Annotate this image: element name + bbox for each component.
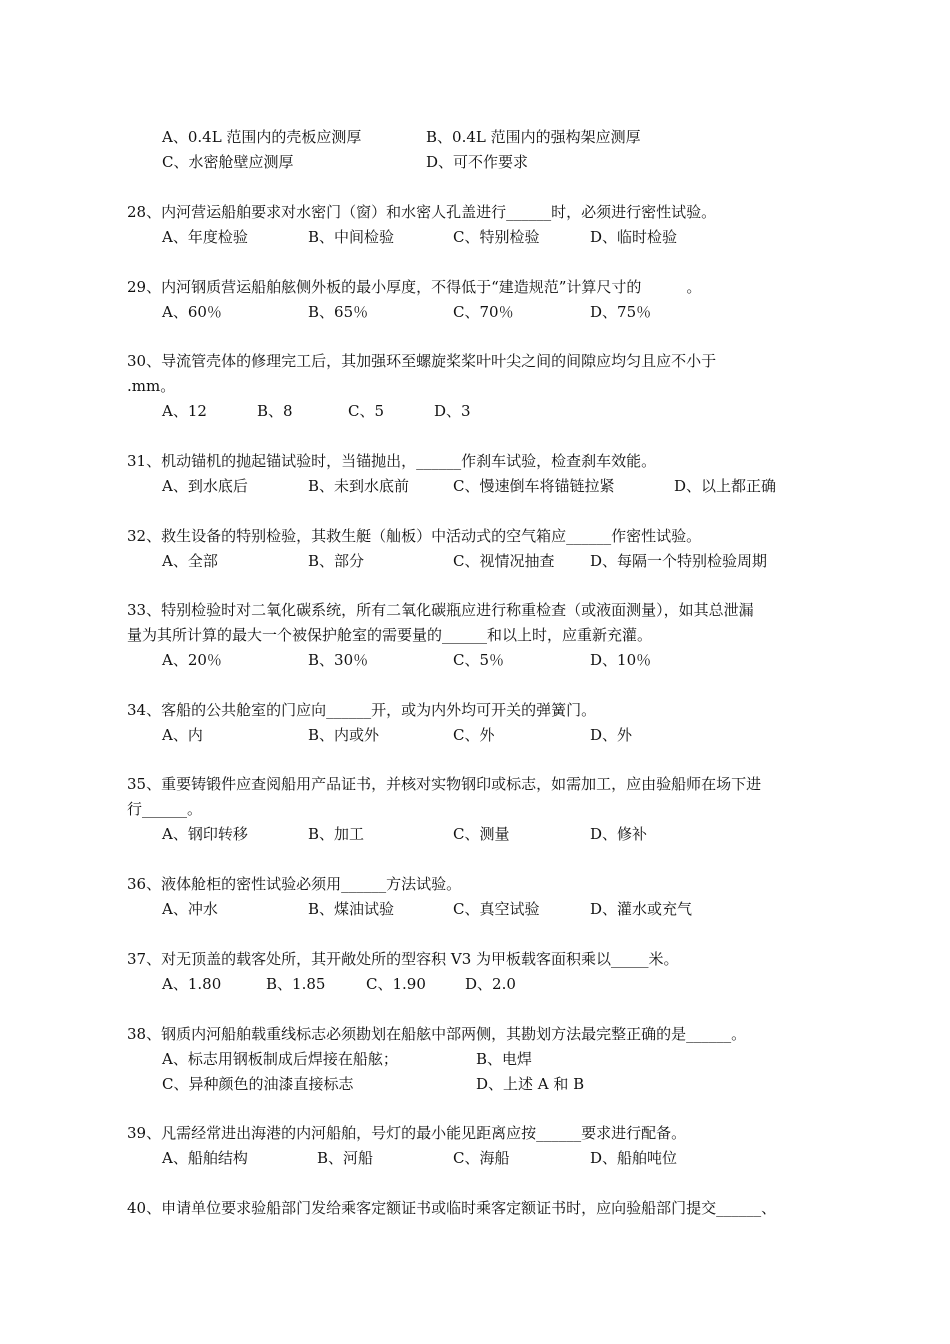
- question-33-stem: 33、特别检验时对二氧化碳系统，所有二氧化碳瓶应进行称重检查（或液面测量），如其总泄漏: [127, 601, 754, 619]
- option-c: C、异种颜色的油漆直接标志: [162, 1075, 354, 1093]
- option-a: A、年度检验: [162, 228, 248, 246]
- option-b: B、65％: [308, 303, 369, 321]
- option-d: D、上述 A 和 B: [476, 1075, 585, 1093]
- option-b: B、煤油试验: [308, 900, 395, 918]
- option-d: D、外: [590, 726, 633, 744]
- option-c: C、海船: [453, 1149, 510, 1167]
- option-c: C、70％: [453, 303, 514, 321]
- question-34-stem: 34、客船的公共舱室的门应向______开，或为内外均可开关的弹簧门。: [127, 701, 597, 719]
- question-32-stem: 32、救生设备的特别检验，其救生艇（舢板）中活动式的空气箱应______作密性试验。: [127, 527, 702, 545]
- option-a: A、船舶结构: [162, 1149, 248, 1167]
- question-35-stem: 35、重要铸锻件应查阅船用产品证书，并核对实物钢印或标志，如需加工，应由验船师在场下进: [127, 775, 762, 793]
- option-d: D、75％: [590, 303, 652, 321]
- option-b: B、0.4L 范围内的强构架应测厚: [426, 128, 641, 146]
- question-33-stem-cont: 量为其所计算的最大一个被保护舱室的需要量的______和以上时，应重新充灌。: [127, 626, 653, 644]
- option-c: C、水密舱壁应测厚: [162, 153, 294, 171]
- option-d: D、以上都正确: [674, 477, 777, 495]
- option-d: D、2.0: [465, 975, 516, 993]
- option-a: A、冲水: [162, 900, 218, 918]
- option-a: A、12: [162, 402, 207, 420]
- question-38-stem: 38、钢质内河船舶载重线标志必须勘划在船舷中部两侧，其勘划方法最完整正确的是______。: [127, 1025, 747, 1043]
- option-c: C、测量: [453, 825, 510, 843]
- option-a: A、20％: [162, 651, 222, 669]
- option-a: A、钢印转移: [162, 825, 248, 843]
- option-b: B、中间检验: [308, 228, 395, 246]
- option-c: C、慢速倒车将锚链拉紧: [453, 477, 615, 495]
- question-30-stem: 30、导流管壳体的修理完工后，其加强环至螺旋桨桨叶叶尖之间的间隙应均匀且应不小于: [127, 352, 717, 370]
- option-b: B、1.85: [266, 975, 326, 993]
- option-c: C、外: [453, 726, 495, 744]
- option-a: A、内: [162, 726, 203, 744]
- option-a: A、1.80: [162, 975, 222, 993]
- option-c: C、真空试验: [453, 900, 540, 918]
- option-d: D、3: [434, 402, 471, 420]
- option-b: B、加工: [308, 825, 365, 843]
- option-b: B、内或外: [308, 726, 380, 744]
- option-d: D、10％: [590, 651, 652, 669]
- option-a: A、0.4L 范围内的壳板应测厚: [162, 128, 362, 146]
- option-b: B、30％: [308, 651, 369, 669]
- option-a: A、60％: [162, 303, 222, 321]
- option-d: D、临时检验: [590, 228, 678, 246]
- option-d: D、修补: [590, 825, 648, 843]
- option-c: C、视情况抽查: [453, 552, 555, 570]
- option-a: A、到水底后: [162, 477, 248, 495]
- option-b: B、8: [257, 402, 293, 420]
- question-40-stem: 40、申请单位要求验船部门发给乘客定额证书或临时乘客定额证书时，应向验船部门提交______、: [127, 1199, 777, 1217]
- question-30-stem-cont: .mm。: [127, 377, 176, 395]
- question-28-stem: 28、内河营运船舶要求对水密门（窗）和水密人孔盖进行______时，必须进行密性试验。: [127, 203, 717, 221]
- option-b: B、河船: [317, 1149, 374, 1167]
- question-29-stem: 29、内河钢质营运船舶舷侧外板的最小厚度，不得低于“建造规范”计算尺寸的 。: [127, 278, 702, 296]
- option-d: D、每隔一个特别检验周期: [590, 552, 768, 570]
- option-a: A、标志用钢板制成后焊接在船舷；: [162, 1050, 398, 1068]
- question-35-stem-cont: 行______。: [127, 800, 203, 818]
- option-c: C、5: [348, 402, 385, 420]
- option-c: C、1.90: [366, 975, 426, 993]
- question-31-stem: 31、机动锚机的抛起锚试验时，当锚抛出，______作刹车试验，检查刹车效能。: [127, 452, 657, 470]
- question-37-stem: 37、对无顶盖的载客处所，其开敞处所的型容积 V3 为甲板载客面积乘以_____米。: [127, 950, 679, 968]
- option-d: D、可不作要求: [426, 153, 529, 171]
- option-b: B、电焊: [476, 1050, 533, 1068]
- option-b: B、未到水底前: [308, 477, 410, 495]
- question-36-stem: 36、液体舱柜的密性试验必须用______方法试验。: [127, 875, 462, 893]
- question-39-stem: 39、凡需经常进出海港的内河船舶，号灯的最小能见距离应按______要求进行配备。: [127, 1124, 687, 1142]
- option-a: A、全部: [162, 552, 218, 570]
- option-c: C、特别检验: [453, 228, 540, 246]
- option-c: C、5％: [453, 651, 505, 669]
- option-d: D、船舶吨位: [590, 1149, 678, 1167]
- option-b: B、部分: [308, 552, 365, 570]
- option-d: D、灌水或充气: [590, 900, 693, 918]
